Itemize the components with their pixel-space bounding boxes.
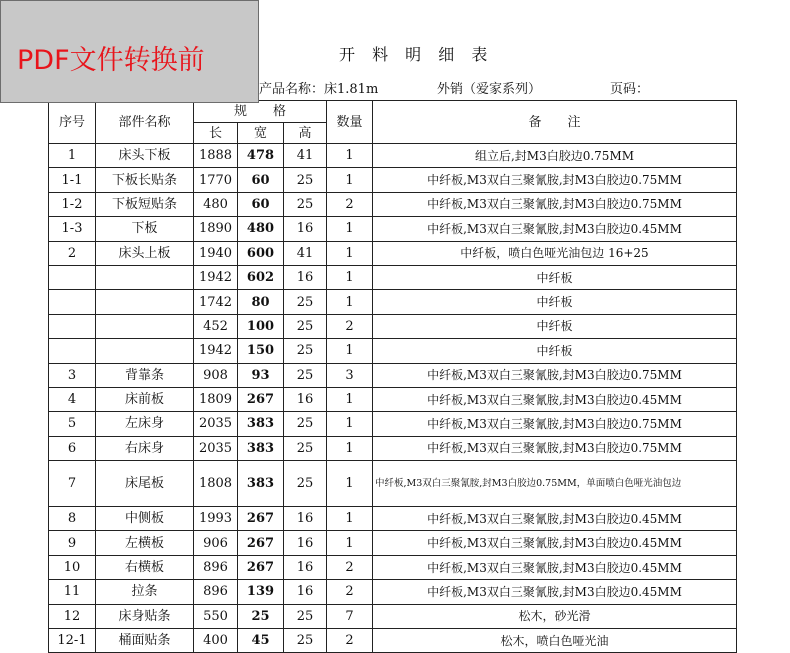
cell-height: 41 xyxy=(284,144,327,168)
cell-length: 400 xyxy=(194,629,238,653)
table-row xyxy=(49,192,737,216)
cell-length: 1890 xyxy=(194,217,238,241)
cell-width: 60 xyxy=(238,168,284,192)
cell-seq: 9 xyxy=(49,531,96,555)
cell-width: 45 xyxy=(238,629,284,653)
product-name: 产品名称：床1.81m xyxy=(259,82,379,97)
cell-seq xyxy=(49,265,96,289)
cell-seq: 10 xyxy=(49,555,96,579)
cell-height: 25 xyxy=(284,168,327,192)
table-row xyxy=(49,555,737,579)
cell-height: 16 xyxy=(284,507,327,531)
table-row xyxy=(49,363,737,387)
cell-quantity: 1 xyxy=(327,168,373,192)
cell-length: 896 xyxy=(194,555,238,579)
cell-width: 267 xyxy=(238,507,284,531)
cell-height: 25 xyxy=(284,461,327,507)
cell-remarks: 中纤板,M3双白三聚氰胺,封M3白胶边0.75MM xyxy=(373,168,737,192)
cell-seq: 4 xyxy=(49,387,96,411)
pdf-conversion-badge xyxy=(0,0,259,103)
cell-length: 1742 xyxy=(194,290,238,314)
header-spec: 规 格 xyxy=(194,101,327,123)
cell-seq: 12 xyxy=(49,604,96,628)
cell-remarks: 中纤板，喷白色哑光油包边 16+25 xyxy=(373,241,737,265)
header-length: 长 xyxy=(194,123,238,144)
badge-label: PDF文件转换前 xyxy=(17,45,205,76)
cell-part-name: 背靠条 xyxy=(96,363,194,387)
cell-height: 25 xyxy=(284,339,327,363)
cell-part-name: 下板短贴条 xyxy=(96,192,194,216)
cell-width: 600 xyxy=(238,241,284,265)
cell-width: 100 xyxy=(238,314,284,338)
cell-quantity: 1 xyxy=(327,461,373,507)
cell-width: 93 xyxy=(238,363,284,387)
cell-seq: 12-1 xyxy=(49,629,96,653)
cell-remarks: 中纤板,M3双白三聚氰胺,封M3白胶边0.45MM xyxy=(373,531,737,555)
cutting-list-table xyxy=(48,100,737,653)
cell-quantity: 1 xyxy=(327,531,373,555)
cell-part-name: 拉条 xyxy=(96,580,194,604)
cell-width: 267 xyxy=(238,555,284,579)
cell-seq: 1-2 xyxy=(49,192,96,216)
cell-length: 2035 xyxy=(194,412,238,436)
cell-remarks: 中纤板 xyxy=(373,339,737,363)
cell-quantity: 2 xyxy=(327,580,373,604)
cell-seq: 1-3 xyxy=(49,217,96,241)
cell-length: 1888 xyxy=(194,144,238,168)
cell-height: 25 xyxy=(284,436,327,460)
table-row xyxy=(49,412,737,436)
cell-quantity: 2 xyxy=(327,192,373,216)
cell-part-name: 下板 xyxy=(96,217,194,241)
sales-channel: 外销（爱家系列） xyxy=(437,82,542,97)
cell-remarks: 中纤板,M3双白三聚氰胺,封M3白胶边0.45MM xyxy=(373,555,737,579)
cell-remarks: 中纤板 xyxy=(373,314,737,338)
cell-part-name xyxy=(96,339,194,363)
cell-height: 25 xyxy=(284,363,327,387)
table-row xyxy=(49,531,737,555)
cell-quantity: 1 xyxy=(327,144,373,168)
cell-height: 16 xyxy=(284,217,327,241)
cell-width: 150 xyxy=(238,339,284,363)
cell-remarks: 中纤板,M3双白三聚氰胺,封M3白胶边0.75MM xyxy=(373,363,737,387)
cell-length: 896 xyxy=(194,580,238,604)
cell-height: 41 xyxy=(284,241,327,265)
table-row xyxy=(49,507,737,531)
cell-quantity: 1 xyxy=(327,387,373,411)
header-row xyxy=(49,101,737,123)
cell-quantity: 7 xyxy=(327,604,373,628)
table-row xyxy=(49,604,737,628)
cell-height: 25 xyxy=(284,290,327,314)
header-width: 宽 xyxy=(238,123,284,144)
cell-width: 383 xyxy=(238,412,284,436)
cell-quantity: 1 xyxy=(327,265,373,289)
cell-part-name: 左横板 xyxy=(96,531,194,555)
cell-length: 1770 xyxy=(194,168,238,192)
header-part-name: 部件名称 xyxy=(96,101,194,144)
cell-height: 16 xyxy=(284,555,327,579)
cell-height: 25 xyxy=(284,412,327,436)
cell-remarks: 中纤板,M3双白三聚氰胺,封M3白胶边0.75MM xyxy=(373,192,737,216)
cell-part-name: 床身贴条 xyxy=(96,604,194,628)
cell-quantity: 2 xyxy=(327,314,373,338)
cell-width: 383 xyxy=(238,461,284,507)
table-row xyxy=(49,168,737,192)
cell-height: 16 xyxy=(284,265,327,289)
cell-part-name xyxy=(96,314,194,338)
table-row xyxy=(49,461,737,507)
cell-length: 1993 xyxy=(194,507,238,531)
cell-height: 16 xyxy=(284,387,327,411)
cell-remarks: 松木，砂光滑 xyxy=(373,604,737,628)
cell-length: 1808 xyxy=(194,461,238,507)
cell-width: 267 xyxy=(238,531,284,555)
cell-remarks: 松木，喷白色哑光油 xyxy=(373,629,737,653)
cell-seq: 7 xyxy=(49,461,96,507)
cell-quantity: 3 xyxy=(327,363,373,387)
cell-part-name: 左床身 xyxy=(96,412,194,436)
table-row xyxy=(49,339,737,363)
cell-seq: 6 xyxy=(49,436,96,460)
cell-width: 25 xyxy=(238,604,284,628)
cell-height: 16 xyxy=(284,580,327,604)
cell-part-name xyxy=(96,265,194,289)
table-row xyxy=(49,387,737,411)
cell-seq xyxy=(49,314,96,338)
cell-part-name: 右床身 xyxy=(96,436,194,460)
cell-remarks: 中纤板 xyxy=(373,290,737,314)
cell-remarks: 中纤板,M3双白三聚氰胺,封M3白胶边0.75MM xyxy=(373,436,737,460)
cell-quantity: 1 xyxy=(327,339,373,363)
cell-remarks: 中纤板,M3双白三聚氰胺,封M3白胶边0.45MM xyxy=(373,217,737,241)
header-quantity: 数量 xyxy=(327,101,373,144)
cell-remarks: 中纤板,M3双白三聚氰胺,封M3白胶边0.75MM，单面喷白色哑光油包边 xyxy=(373,461,737,507)
cell-seq: 8 xyxy=(49,507,96,531)
cell-seq: 11 xyxy=(49,580,96,604)
cell-remarks: 中纤板,M3双白三聚氰胺,封M3白胶边0.75MM xyxy=(373,412,737,436)
cell-part-name: 下板长贴条 xyxy=(96,168,194,192)
cell-length: 452 xyxy=(194,314,238,338)
cell-part-name: 床尾板 xyxy=(96,461,194,507)
cell-quantity: 1 xyxy=(327,290,373,314)
cell-quantity: 1 xyxy=(327,412,373,436)
cell-height: 25 xyxy=(284,604,327,628)
cell-seq xyxy=(49,339,96,363)
cell-height: 25 xyxy=(284,314,327,338)
cell-length: 2035 xyxy=(194,436,238,460)
cell-part-name: 桶面贴条 xyxy=(96,629,194,653)
cell-quantity: 1 xyxy=(327,507,373,531)
cell-seq: 1-1 xyxy=(49,168,96,192)
cell-remarks: 中纤板 xyxy=(373,265,737,289)
cell-remarks: 中纤板,M3双白三聚氰胺,封M3白胶边0.45MM xyxy=(373,580,737,604)
cell-seq: 1 xyxy=(49,144,96,168)
table-row xyxy=(49,144,737,168)
cell-length: 906 xyxy=(194,531,238,555)
table-row xyxy=(49,580,737,604)
cell-height: 25 xyxy=(284,192,327,216)
cell-part-name: 右横板 xyxy=(96,555,194,579)
cell-width: 80 xyxy=(238,290,284,314)
cell-seq xyxy=(49,290,96,314)
cell-width: 480 xyxy=(238,217,284,241)
page-number-label: 页码： xyxy=(610,82,650,97)
cell-part-name: 床前板 xyxy=(96,387,194,411)
cell-quantity: 1 xyxy=(327,217,373,241)
cell-width: 60 xyxy=(238,192,284,216)
cell-remarks: 中纤板,M3双白三聚氰胺,封M3白胶边0.45MM xyxy=(373,387,737,411)
table-row xyxy=(49,217,737,241)
cell-width: 267 xyxy=(238,387,284,411)
cell-part-name: 床头上板 xyxy=(96,241,194,265)
header-remarks: 备 注 xyxy=(373,101,737,144)
table-row xyxy=(49,629,737,653)
cell-width: 478 xyxy=(238,144,284,168)
header-height: 高 xyxy=(284,123,327,144)
cell-width: 602 xyxy=(238,265,284,289)
cell-part-name: 中侧板 xyxy=(96,507,194,531)
cell-seq: 3 xyxy=(49,363,96,387)
cell-length: 480 xyxy=(194,192,238,216)
cell-length: 1809 xyxy=(194,387,238,411)
table-row xyxy=(49,314,737,338)
cell-part-name xyxy=(96,290,194,314)
cell-quantity: 1 xyxy=(327,241,373,265)
table-body xyxy=(49,101,737,653)
cell-width: 139 xyxy=(238,580,284,604)
table-row xyxy=(49,241,737,265)
cell-length: 908 xyxy=(194,363,238,387)
document-title: 开 料 明 细 表 xyxy=(339,45,494,64)
header-seq: 序号 xyxy=(49,101,96,144)
table-row xyxy=(49,265,737,289)
cell-quantity: 2 xyxy=(327,555,373,579)
cell-remarks: 组立后,封M3白胶边0.75MM xyxy=(373,144,737,168)
cell-part-name: 床头下板 xyxy=(96,144,194,168)
cell-quantity: 1 xyxy=(327,436,373,460)
table-row xyxy=(49,290,737,314)
cell-height: 16 xyxy=(284,531,327,555)
cell-seq: 2 xyxy=(49,241,96,265)
cell-length: 1942 xyxy=(194,339,238,363)
cell-length: 1940 xyxy=(194,241,238,265)
cell-quantity: 2 xyxy=(327,629,373,653)
cell-remarks: 中纤板,M3双白三聚氰胺,封M3白胶边0.45MM xyxy=(373,507,737,531)
cell-length: 550 xyxy=(194,604,238,628)
cell-length: 1942 xyxy=(194,265,238,289)
cell-height: 25 xyxy=(284,629,327,653)
cell-seq: 5 xyxy=(49,412,96,436)
table-row xyxy=(49,436,737,460)
cell-width: 383 xyxy=(238,436,284,460)
